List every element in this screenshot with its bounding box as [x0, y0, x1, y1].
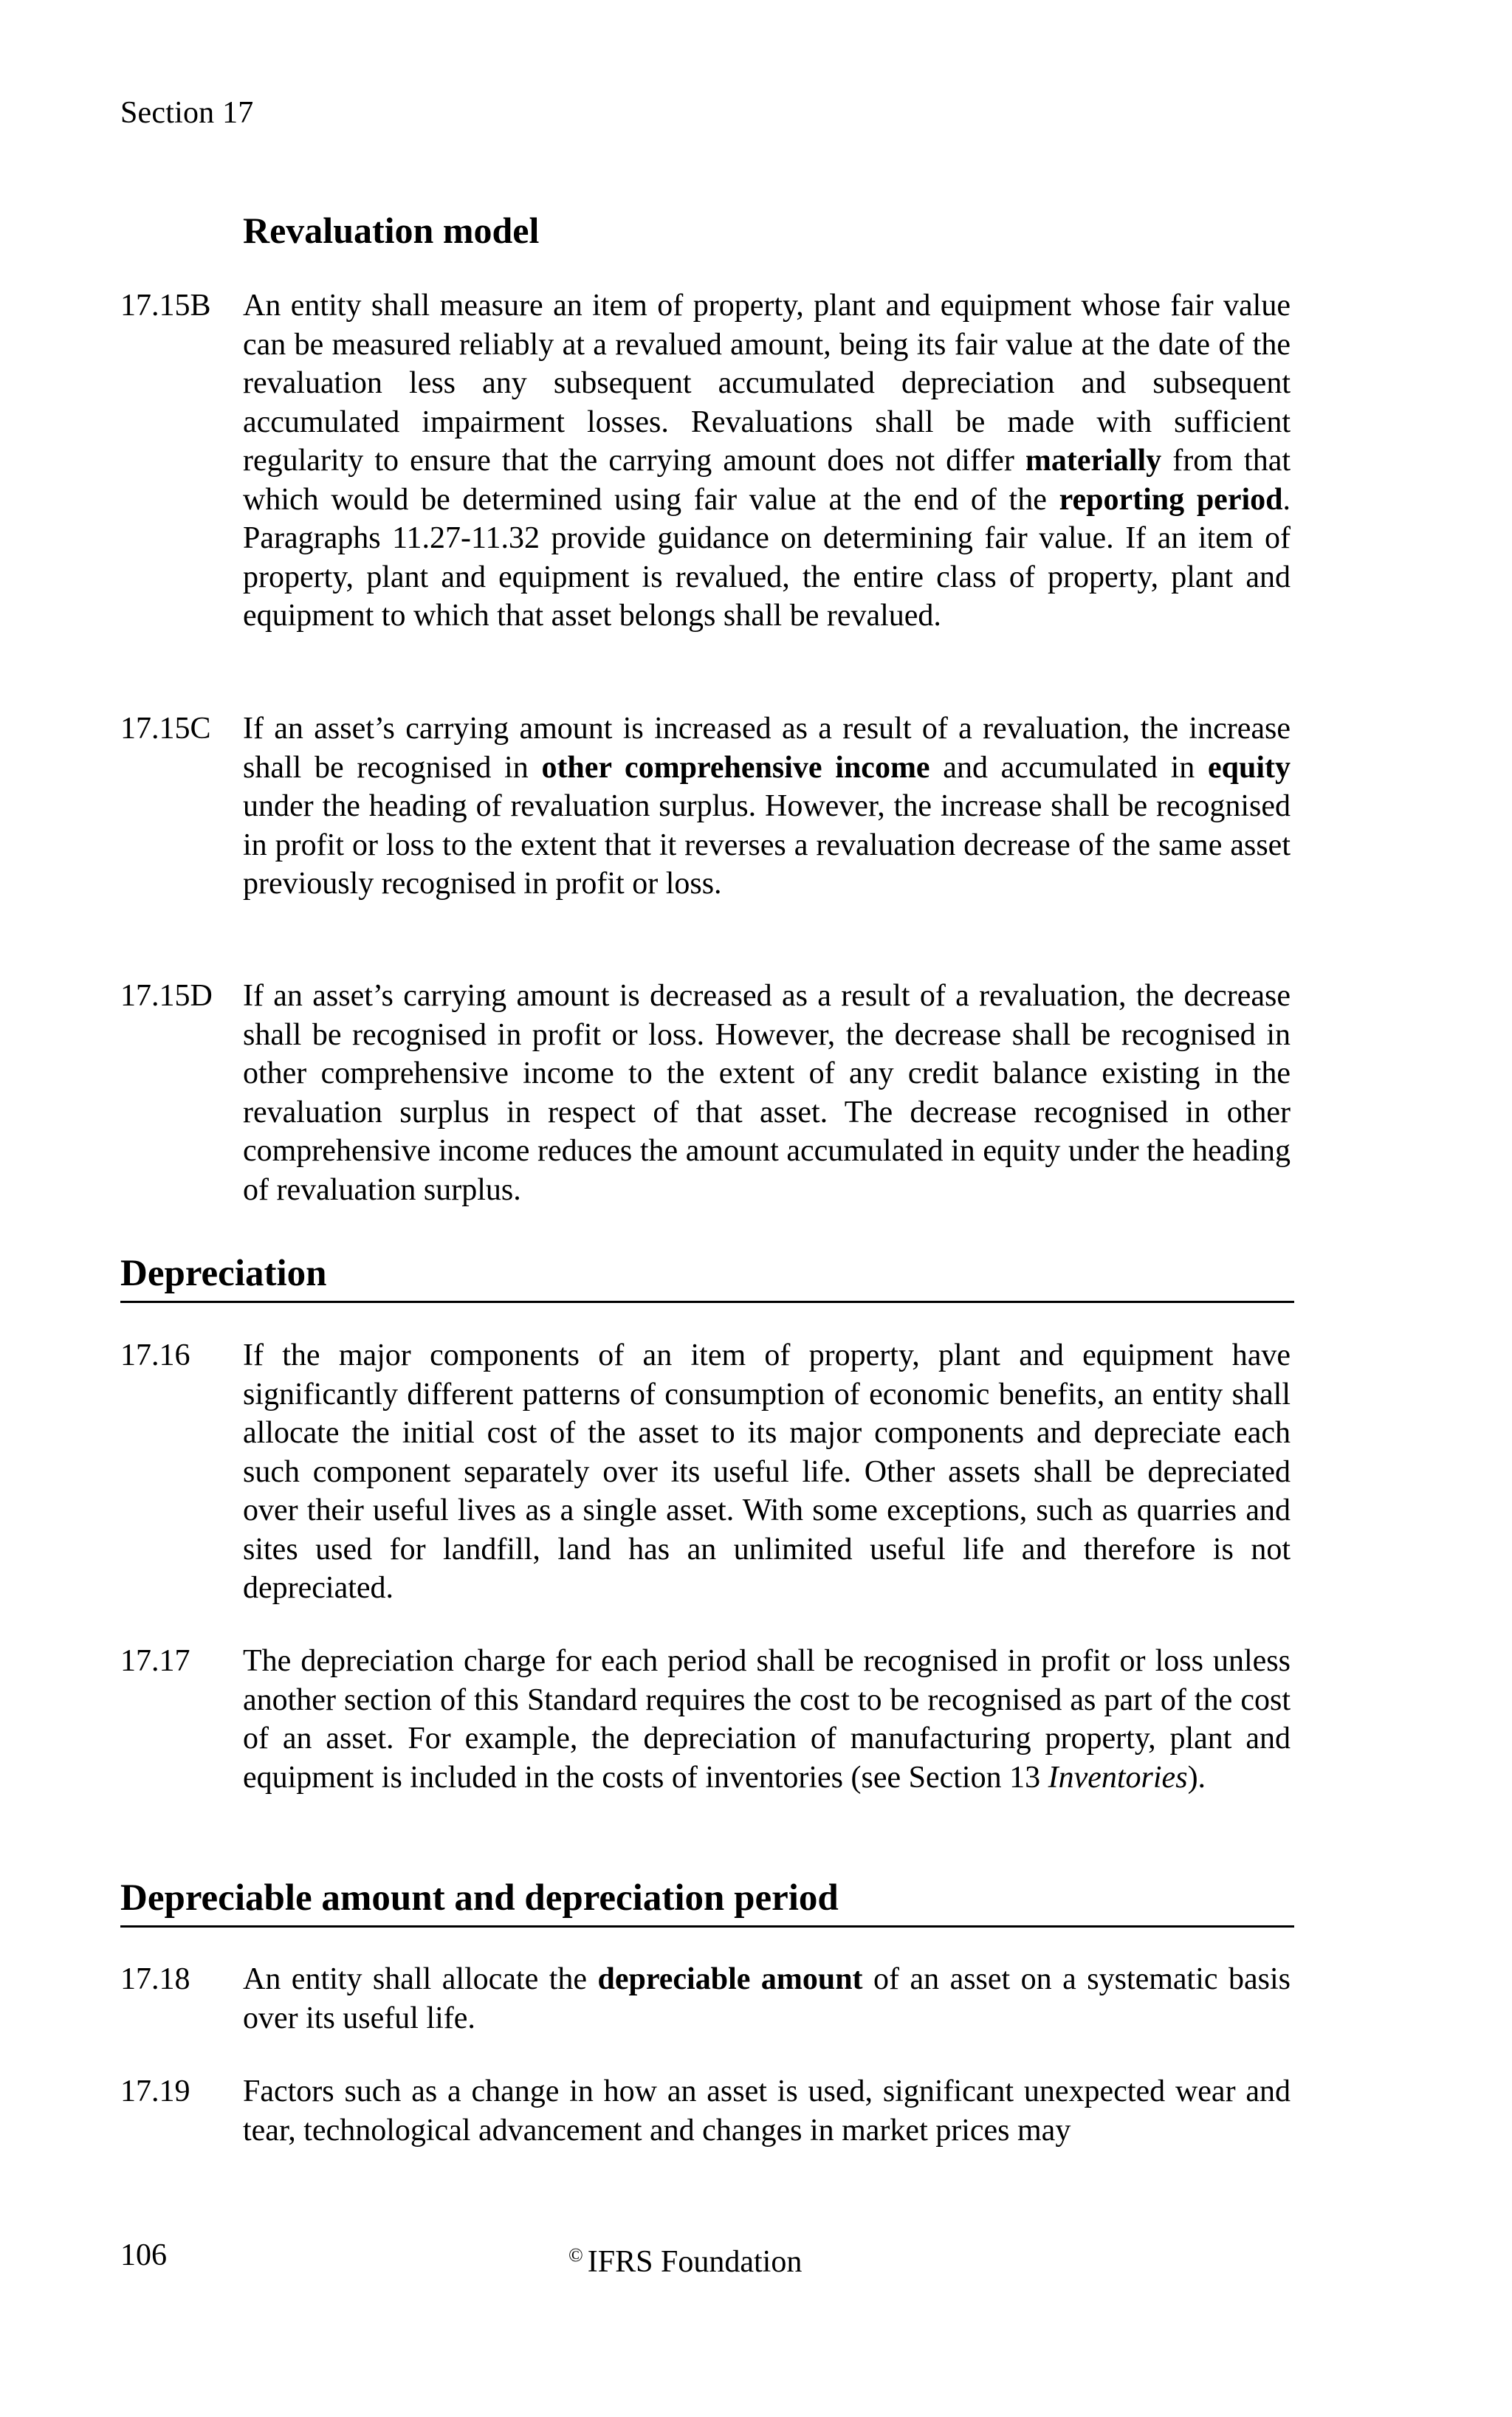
text-run: from that which would be determined using fair value at the end of the — [243, 444, 1291, 517]
running-header: Section 17 — [120, 96, 254, 130]
paragraph-17-17 — [120, 1642, 1291, 1797]
paragraph-number: 17.19 — [120, 2074, 190, 2108]
paragraph-17-15b — [120, 286, 1291, 636]
paragraph-number: 17.15C — [120, 712, 211, 746]
section-heading-depreciation: Depreciation — [120, 1251, 1294, 1303]
paragraph-body — [243, 977, 1291, 1209]
copyright-symbol: © — [568, 2244, 583, 2266]
defined-term: other comprehensive income — [541, 750, 930, 785]
paragraph-number: 17.15B — [120, 289, 211, 323]
defined-term: equity — [1207, 750, 1291, 785]
paragraph-body — [243, 709, 1291, 904]
paragraph-17-15d — [120, 977, 1291, 1209]
copyright-text: IFRS Foundation — [587, 2245, 803, 2279]
subsection-title: Revaluation model — [243, 210, 540, 251]
paragraph-body — [243, 1336, 1291, 1608]
paragraph-number: 17.18 — [120, 1962, 190, 1996]
text-run: Factors such as a change in how an asset is used, significant unexpected wear and tear, technological advancement and changes in market prices may — [243, 2074, 1291, 2148]
paragraph-body — [243, 2072, 1291, 2150]
copyright-notice — [568, 2237, 802, 2280]
paragraph-number: 17.17 — [120, 1644, 190, 1678]
defined-term: reporting period — [1059, 482, 1283, 517]
text-run: If an asset’s carrying amount is decreased as a result of a revaluation, the decrease shall be recognised in profit or loss. However, the decrease shall be recognised in other comprehensive income to the extent of any credit balance existing in the revaluation surplus in respect of that asset. The decrease recognised in other comprehensive income reduces the amount accumulated in equity under the heading of revaluation surplus. — [243, 979, 1291, 1207]
paragraph-17-19 — [120, 2072, 1291, 2150]
section-heading-depreciable-amount: Depreciable amount and depreciation period — [120, 1875, 1294, 1928]
text-run: The depreciation charge for each period shall be recognised in profit or loss unless another section of this Standard requires the cost to be recognised as part of the cost of an asset. For example, the depreciation of manufacturing property, plant and equipment is included in the costs of inventories (see Section 13 — [243, 1644, 1291, 1795]
defined-term: materially — [1025, 444, 1162, 478]
paragraph-body — [243, 286, 1291, 636]
paragraph-number: 17.15D — [120, 979, 213, 1013]
page-number: 106 — [120, 2238, 167, 2272]
text-run: . Paragraphs 11.27-11.32 provide guidance on determining fair value. If an item of property, plant and equipment is revalued, the entire class of property, plant and equipment to which that asset belongs shall be revalued. — [243, 482, 1291, 633]
text-run: An entity shall allocate the — [243, 1962, 598, 1996]
paragraph-body — [243, 1960, 1291, 2038]
paragraph-body — [243, 1642, 1291, 1797]
paragraph-number: 17.16 — [120, 1338, 190, 1372]
text-run: ). — [1187, 1760, 1206, 1795]
text-run: If an asset’s carrying amount is increased as a result of a revaluation, the increase shall be recognised in — [243, 712, 1291, 785]
text-run: of an asset on a systematic basis over its useful life. — [243, 1962, 1291, 2035]
italic-reference: Inventories — [1048, 1760, 1188, 1795]
paragraph-17-15c — [120, 709, 1291, 904]
paragraph-17-18 — [120, 1960, 1291, 2038]
defined-term: depreciable amount — [597, 1962, 863, 1996]
text-run: An entity shall measure an item of property, plant and equipment whose fair value can be measured reliably at a revalued amount, being its fair value at the date of the revaluation less any subsequent accumulated depreciation and subsequent accumulated impairment losses. Revaluations shall be made with sufficient regularity to ensure that the carrying amount does not differ — [243, 289, 1291, 478]
text-run: If the major components of an item of property, plant and equipment have significantly different patterns of consumption of economic benefits, an entity shall allocate the initial cost of the asset to its major components and depreciate each such component separately over its useful life. Other assets shall be depreciated over their useful lives as a single asset. With some exceptions, such as quarries and sites used for landfill, land has an unlimited useful life and therefore is not depreciated. — [243, 1338, 1291, 1605]
text-run: and accumulated in — [929, 750, 1208, 785]
text-run: under the heading of revaluation surplus. However, the increase shall be recognised in profit or loss to the extent that it reverses a revaluation decrease of the same asset previously recognised in profit or loss. — [243, 789, 1291, 901]
paragraph-17-16 — [120, 1336, 1291, 1608]
